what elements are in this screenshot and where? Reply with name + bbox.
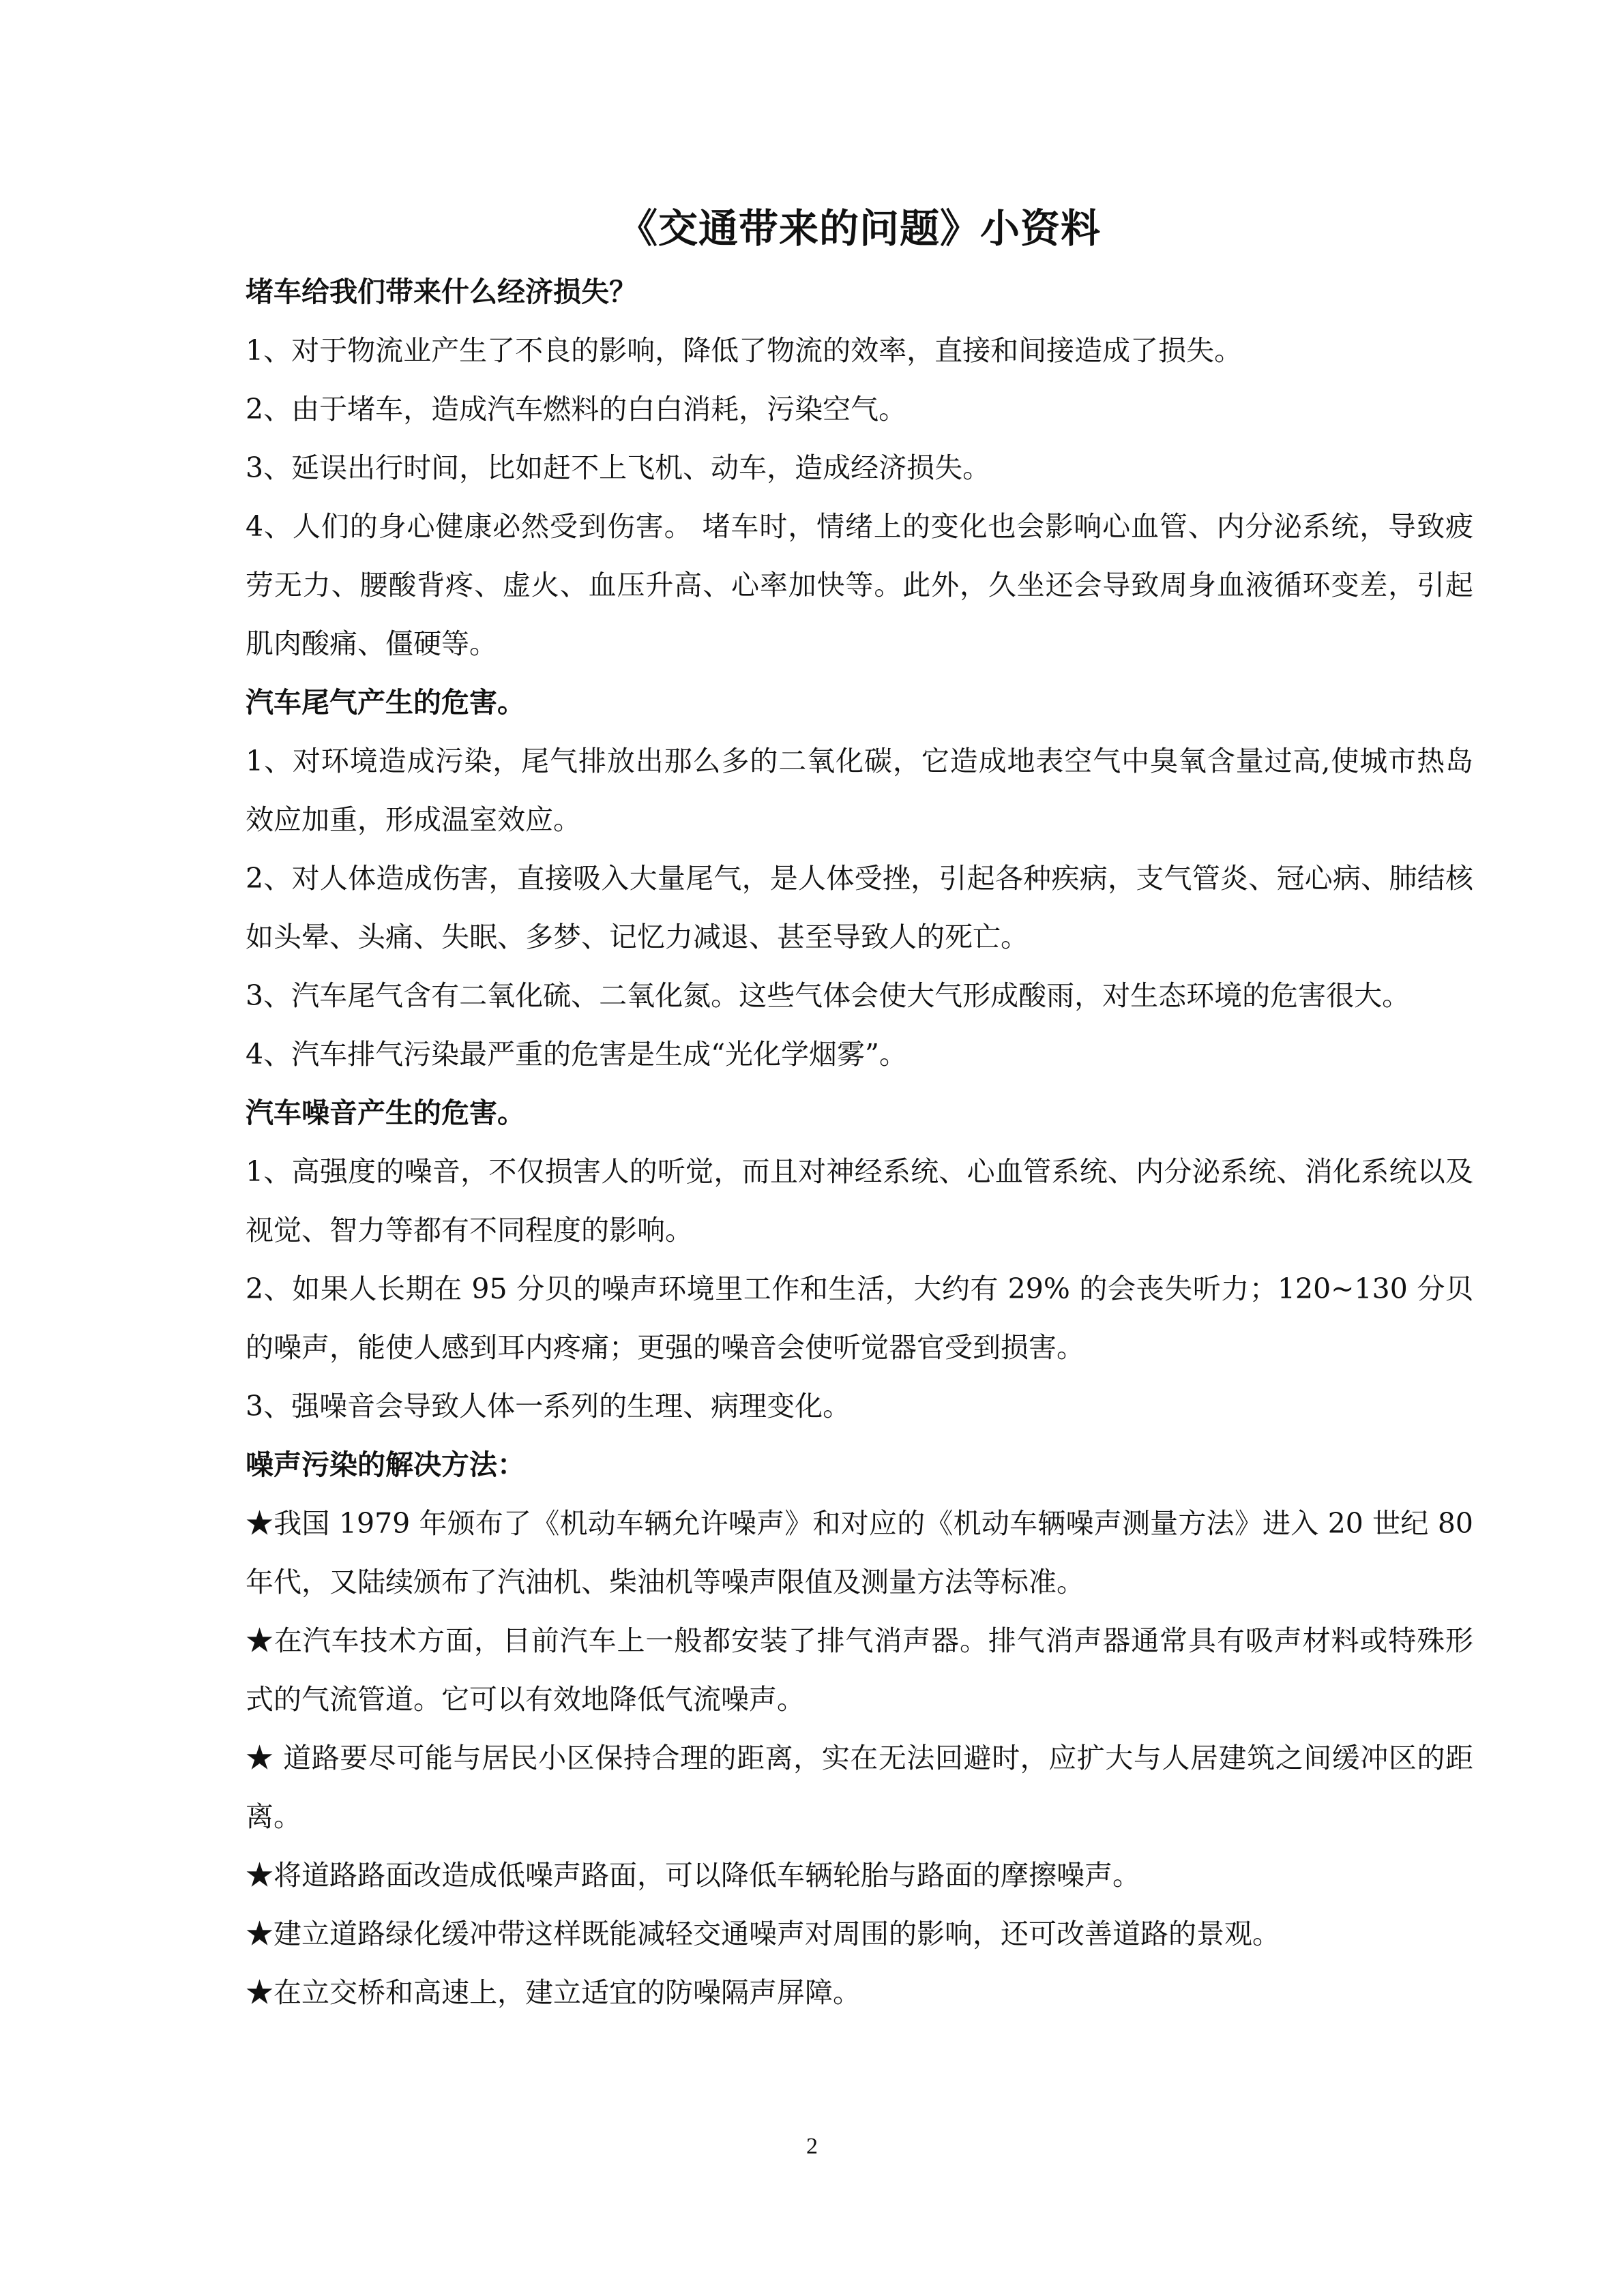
section-heading: 汽车尾气产生的危害。 [246, 686, 525, 719]
paragraph: ★ 道路要尽可能与居民小区保持合理的距离，实在无法回避时，应扩大与人居建筑之间缓冲区的距离。 [246, 1742, 1473, 1833]
section-noise-solutions [246, 1435, 1473, 2022]
section-heading: 噪声污染的解决方法： [246, 1448, 525, 1481]
paragraph: 2、如果人长期在 95 分贝的噪声环境里工作和生活，大约有 29% 的会丧失听力；120~130 分贝的噪声，能使人感到耳内疼痛；更强的噪音会使听觉器官受到损害。 [246, 1272, 1473, 1364]
paragraph: 2、对人体造成伤害，直接吸入大量尾气，是人体受挫，引起各种疾病，支气管炎、冠心病、肺结核如头晕、头痛、失眠、多梦、记忆力减退、甚至导致人的死亡。 [246, 862, 1473, 953]
section-traffic-jam-losses [246, 263, 1473, 673]
paragraph: ★在立交桥和高速上，建立适宜的防噪隔声屏障。 [246, 1976, 861, 2009]
section-heading: 堵车给我们带来什么经济损失？ [246, 275, 637, 308]
paragraph: 4、汽车排气污染最严重的危害是生成“光化学烟雾”。 [246, 1038, 908, 1071]
section-exhaust-hazards [246, 673, 1473, 1084]
page-number: 2 [806, 2134, 818, 2159]
section-heading: 汽车噪音产生的危害。 [246, 1097, 525, 1129]
paragraph: ★建立道路绿化缓冲带这样既能减轻交通噪声对周围的影响，还可改善道路的景观。 [246, 1918, 1280, 1950]
paragraph: 1、高强度的噪音，不仅损害人的听觉，而且对神经系统、心血管系统、内分泌系统、消化系统以及视觉、智力等都有不同程度的影响。 [246, 1155, 1473, 1247]
paragraph: 3、汽车尾气含有二氧化硫、二氧化氮。这些气体会使大气形成酸雨，对生态环境的危害很大。 [246, 979, 1411, 1012]
document-body [246, 194, 1473, 2022]
paragraph: 4、人们的身心健康必然受到伤害。 堵车时，情绪上的变化也会影响心血管、内分泌系统，导致疲劳无力、腰酸背疼、虚火、血压升高、心率加快等。此外，久坐还会导致周身血液循环变差，引起肌肉酸痛、僵硬等。 [246, 510, 1473, 660]
paragraph: ★将道路路面改造成低噪声路面，可以降低车辆轮胎与路面的摩擦噪声。 [246, 1859, 1140, 1892]
paragraph: 3、强噪音会导致人体一系列的生理、病理变化。 [246, 1390, 851, 1422]
document-title: 《交通带来的问题》小资料 [617, 205, 1101, 252]
paragraph: 2、由于堵车，造成汽车燃料的白白消耗，污染空气。 [246, 393, 907, 426]
paragraph: 1、对于物流业产生了不良的影响，降低了物流的效率，直接和间接造成了损失。 [246, 334, 1243, 367]
section-noise-hazards [246, 1084, 1473, 1435]
paragraph: ★我国 1979 年颁布了《机动车辆允许噪声》和对应的《机动车辆噪声测量方法》进入 20 世纪 80 年代，又陆续颁布了汽油机、柴油机等噪声限值及测量方法等标准。 [246, 1507, 1473, 1598]
paragraph: 1、对环境造成污染，尾气排放出那么多的二氧化碳，它造成地表空气中臭氧含量过高,使城市热岛效应加重，形成温室效应。 [246, 745, 1473, 836]
paragraph: ★在汽车技术方面，目前汽车上一般都安装了排气消声器。排气消声器通常具有吸声材料或特殊形式的气流管道。它可以有效地降低气流噪声。 [246, 1624, 1473, 1716]
paragraph: 3、延误出行时间，比如赶不上飞机、动车，造成经济损失。 [246, 451, 991, 484]
